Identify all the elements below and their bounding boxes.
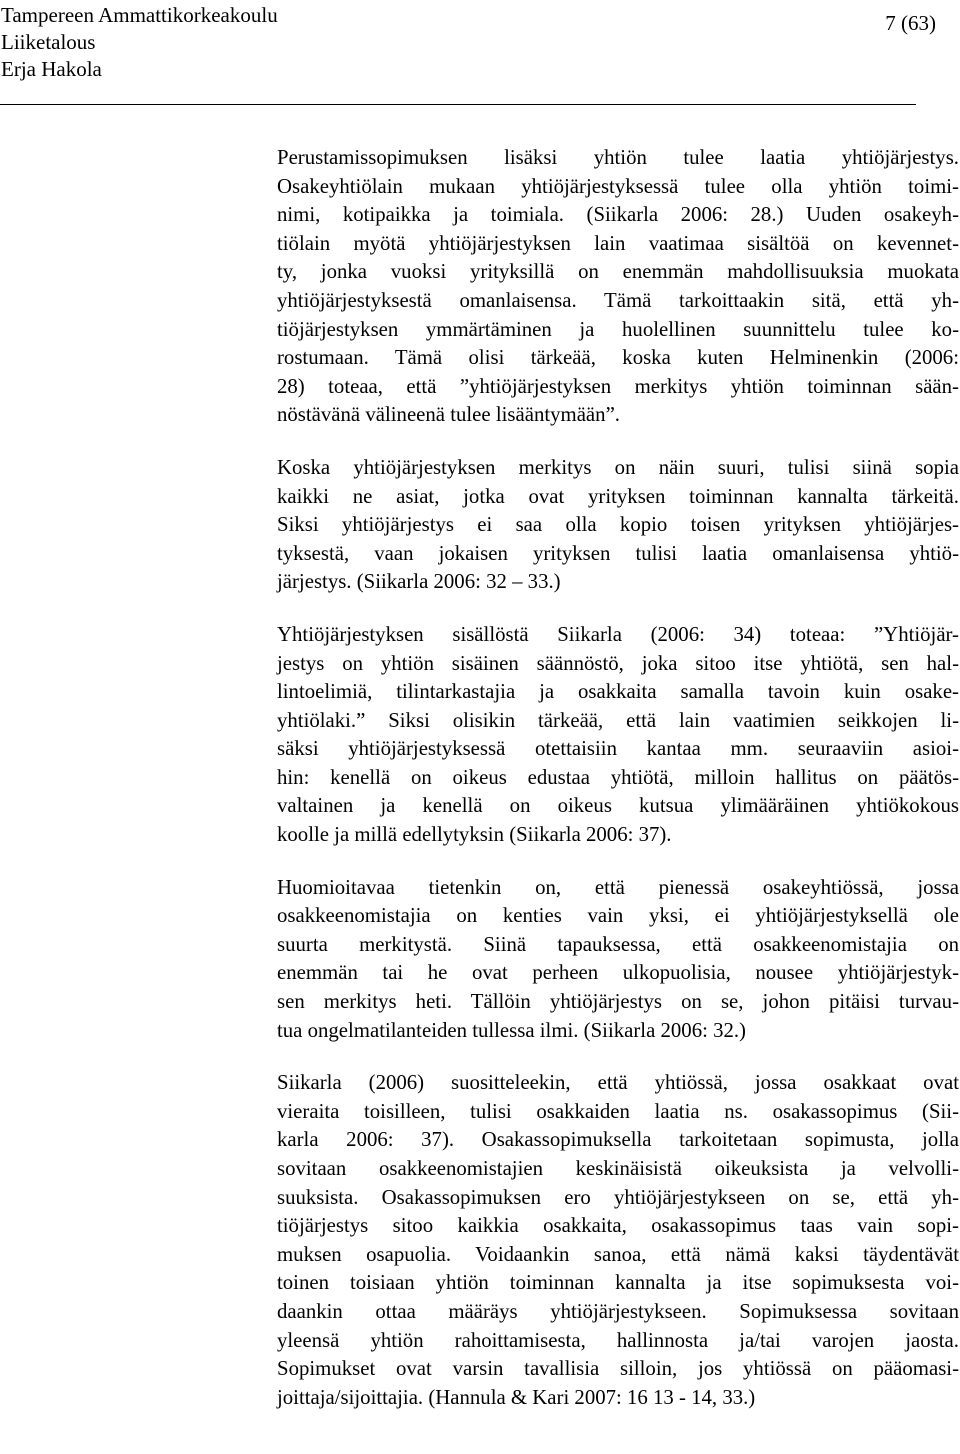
- text-line: tiölain myötä yhtiöjärjestyksen lain vaatimaa sisältöä on kevennet-: [277, 231, 959, 255]
- text-line: toinen toisiaan yhtiön toiminnan kannalta ja itse sopimuksesta voi-: [277, 1271, 959, 1295]
- text-line: koolle ja millä edellytyksin (Siikarla 2006: 37).: [277, 823, 672, 847]
- text-line: Sopimukset ovat varsin tavallisia silloin, jos yhtiössä on pääomasi-: [277, 1357, 959, 1381]
- text-line: Koska yhtiöjärjestyksen merkitys on näin suuri, tulisi siinä sopia: [277, 455, 959, 479]
- header-institution: Tampereen Ammattikorkeakoulu: [1, 3, 278, 27]
- text-line: kaikki ne asiat, jotka ovat yrityksen toiminnan kannalta tärkeitä.: [277, 484, 959, 508]
- text-line: nöstävänä välineenä tulee lisääntymään”.: [277, 403, 620, 427]
- text-line: rostumaan. Tämä olisi tärkeää, koska kuten Helminenkin (2006:: [277, 346, 959, 370]
- page-header: [1, 2, 278, 83]
- text-line: Osakeyhtiölain mukaan yhtiöjärjestyksessä tulee olla yhtiön toimi-: [277, 174, 959, 198]
- text-line: daankin ottaa määräys yhtiöjärjestykseen. Sopimuksessa sovitaan: [277, 1299, 959, 1323]
- paragraph: [277, 144, 959, 430]
- text-line: tyksestä, vaan jokaisen yrityksen tulisi laatia omanlaisensa yhtiö-: [277, 541, 959, 565]
- paragraph: [277, 621, 959, 850]
- text-line: tua ongelmatilanteiden tullessa ilmi. (Siikarla 2006: 32.): [277, 1018, 746, 1042]
- text-line: Siikarla (2006) suosittelee​kin, että yhtiössä, jossa osakkaat ovat: [277, 1071, 959, 1095]
- text-line: osakkeenomistajia on kenties vain yksi, ei yhtiöjärjestyksellä ole: [277, 904, 959, 928]
- text-line: karla 2006: 37). Osakassopimuksella tarkoitetaan sopimusta, jolla: [277, 1128, 959, 1152]
- page-number: 7 (63): [885, 11, 936, 35]
- text-line: suuksista. Osakassopimuksen ero yhtiöjärjestykseen on se, että yh-: [277, 1185, 959, 1209]
- paragraph: [277, 874, 959, 1046]
- text-line: lintoelimiä, tilintarkastajia ja osakkaita samalla tavoin kuin osake-: [277, 680, 959, 704]
- header-divider: [0, 104, 916, 105]
- text-line: järjestys. (Siikarla 2006: 32 – 33.): [277, 570, 561, 594]
- text-line: ty, jonka vuoksi yrityksillä on enemmän mahdollisuuksia muokata: [277, 260, 959, 284]
- text-line: yhtiöjärjestyksestä omanlaisensa. Tämä tarkoittaakin sitä, että yh-: [277, 288, 959, 312]
- header-department: Liiketalous: [1, 30, 96, 54]
- text-line: tiöjärjestys sitoo kaikkia osakkaita, osakassopimus taas vain sopi-: [277, 1214, 959, 1238]
- paragraph: [277, 454, 959, 597]
- header-author: Erja Hakola: [1, 57, 102, 81]
- text-line: vieraita toisilleen, tulisi osakkaiden laatia ns. osakassopimus (Sii-: [277, 1099, 959, 1123]
- text-line: 28) toteaa, että ”yhtiöjärjestyksen merkitys yhtiön toiminnan sään-: [277, 374, 959, 398]
- text-line: tiöjärjestyksen ymmärtäminen ja huolellinen suunnittelu tulee ko-: [277, 317, 959, 341]
- text-line: yleensä yhtiön rahoittamisesta, hallinnosta ja/tai varojen jaosta.: [277, 1328, 959, 1352]
- text-line: jestys on yhtiön sisäinen säännöstö, joka sitoo itse yhtiötä, sen hal-: [277, 651, 959, 675]
- text-line: sen merkitys heti. Tällöin yhtiöjärjestys on se, johon pitäisi turvau-: [277, 990, 959, 1014]
- paragraph: [277, 1069, 959, 1412]
- text-line: muksen osapuolia. Voidaankin sanoa, että nämä kaksi täydentävät: [277, 1242, 959, 1266]
- text-line: nimi, kotipaikka ja toimiala. (Siikarla 2006: 28.) Uuden osakeyh-: [277, 203, 959, 227]
- text-line: yhtiölaki.” Siksi olisikin tärkeää, että lain vaatimien seikkojen li-: [277, 708, 959, 732]
- text-line: suurta merkitystä. Siinä tapauksessa, että osakkeenomistajia on: [277, 932, 959, 956]
- text-line: sovitaan osakkeenomistajien keskinäisistä oikeuksista ja velvolli-: [277, 1157, 959, 1180]
- text-line: Huomioitavaa tietenkin on, että pienessä osakeyhtiössä, jossa: [277, 875, 959, 899]
- document-body: [277, 144, 959, 1436]
- text-line: valtainen ja kenellä on oikeus kutsua ylimääräinen yhtiökokous: [277, 794, 959, 818]
- text-line: enemmän tai he ovat perheen ulkopuolisia, nousee yhtiöjärjestyk-: [277, 961, 959, 985]
- text-line: Siksi yhtiöjärjestys ei saa olla kopio toisen yrityksen yhtiöjärjes-: [277, 513, 959, 537]
- text-line: joittaja/sijoittajia. (Hannula & Kari 2007: 16 13 - 14, 33.): [277, 1385, 756, 1409]
- text-line: Yhtiöjärjestyksen sisällöstä Siikarla (2006: 34) toteaa: ”Yhtiöjär-: [277, 622, 959, 646]
- text-line: säksi yhtiöjärjestyksessä otettaisiin kantaa mm. seuraaviin asioi-: [277, 737, 959, 761]
- text-line: hin: kenellä on oikeus edustaa yhtiötä, milloin hallitus on päätös-: [277, 765, 959, 789]
- text-line: Perustamissopimuksen lisäksi yhtiön tulee laatia yhtiöjärjestys.: [277, 146, 959, 169]
